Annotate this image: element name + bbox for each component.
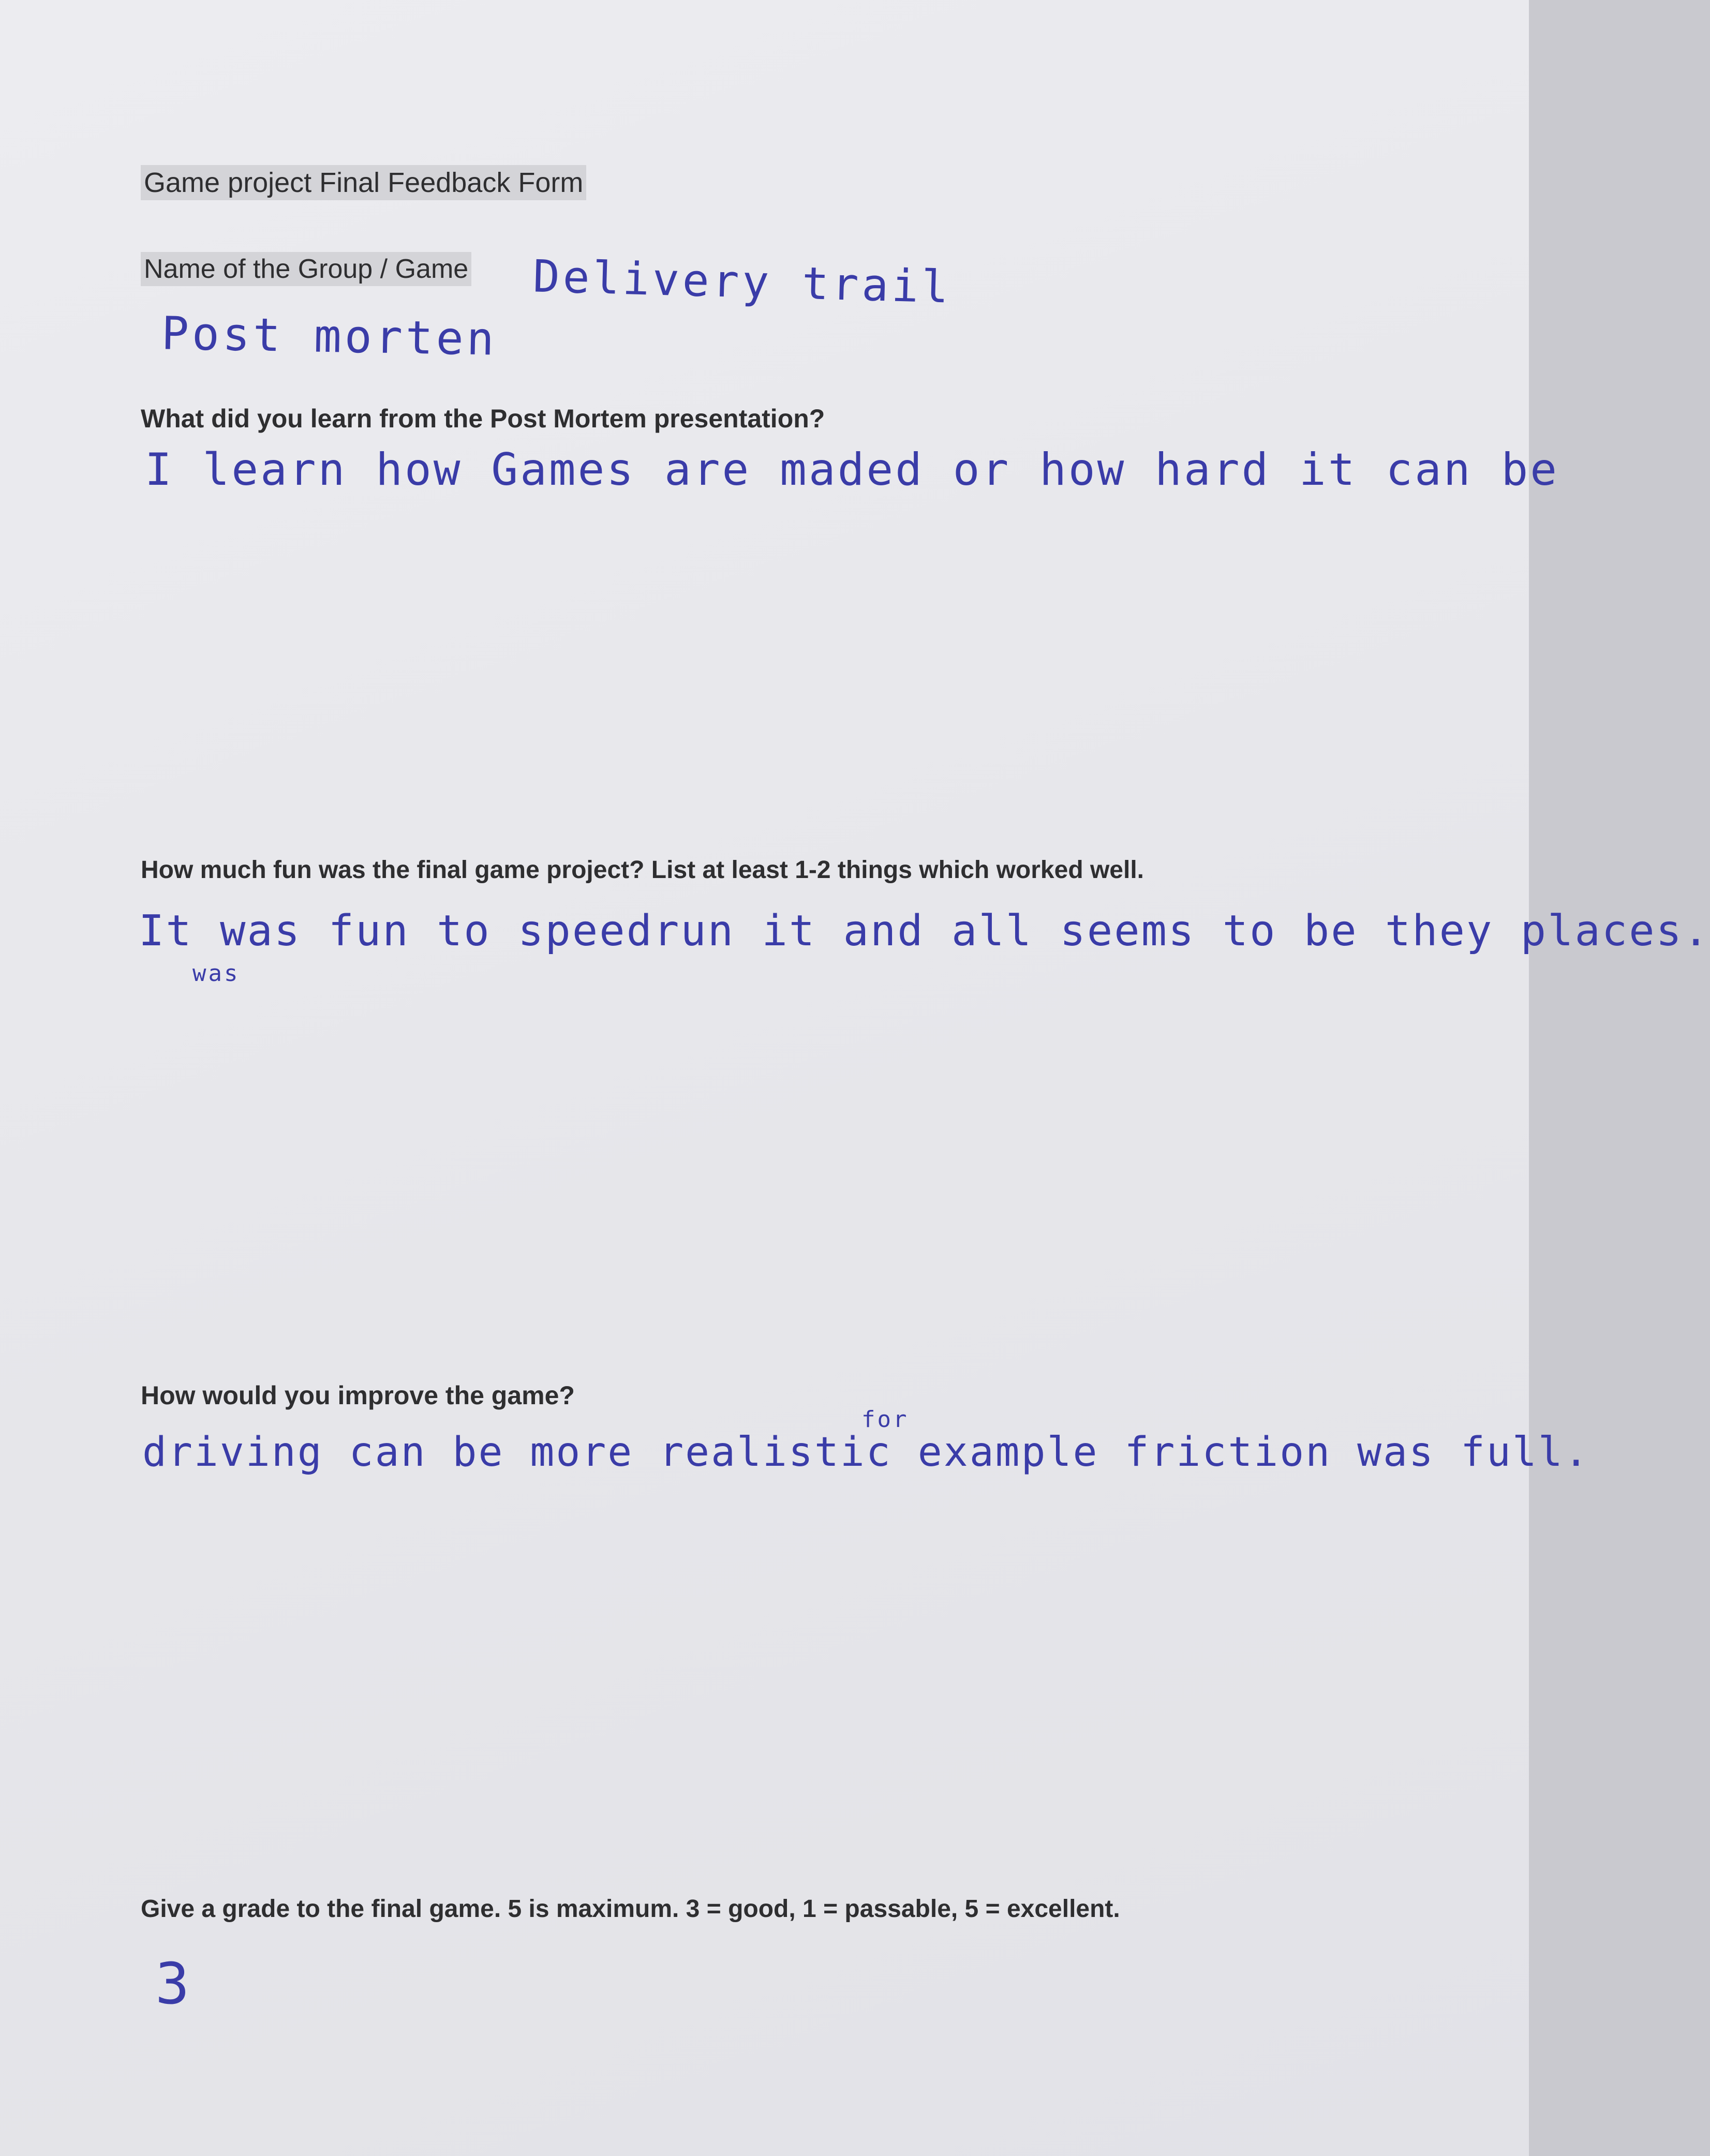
- answer-2-correction: was: [192, 960, 240, 987]
- answer-3-insertion: for: [861, 1406, 909, 1433]
- group-label-text: Name of the Group / Game: [141, 252, 471, 286]
- answer-3: driving can be more realistic example friction was full.: [142, 1429, 1590, 1476]
- question-2: How much fun was the final game project? List at least 1-2 things which worked well.: [141, 856, 1144, 884]
- form-title: [141, 167, 586, 199]
- question-1: What did you learn from the Post Mortem presentation?: [141, 404, 825, 433]
- answer-1: I learn how Games are maded or how hard it can be: [145, 444, 1559, 496]
- question-4: Give a grade to the final game. 5 is maximum. 3 = good, 1 = passable, 5 = excellent.: [141, 1895, 1120, 1923]
- handwritten-subheading: Post morten: [161, 306, 498, 366]
- group-label: [141, 254, 471, 285]
- answer-2: It was fun to speedrun it and all seems to be they places.: [139, 906, 1710, 956]
- group-answer: Delivery trail: [532, 250, 953, 314]
- form-title-text: Game project Final Feedback Form: [141, 165, 586, 200]
- question-3: How would you improve the game?: [141, 1381, 575, 1410]
- answer-4: 3: [155, 1951, 193, 2017]
